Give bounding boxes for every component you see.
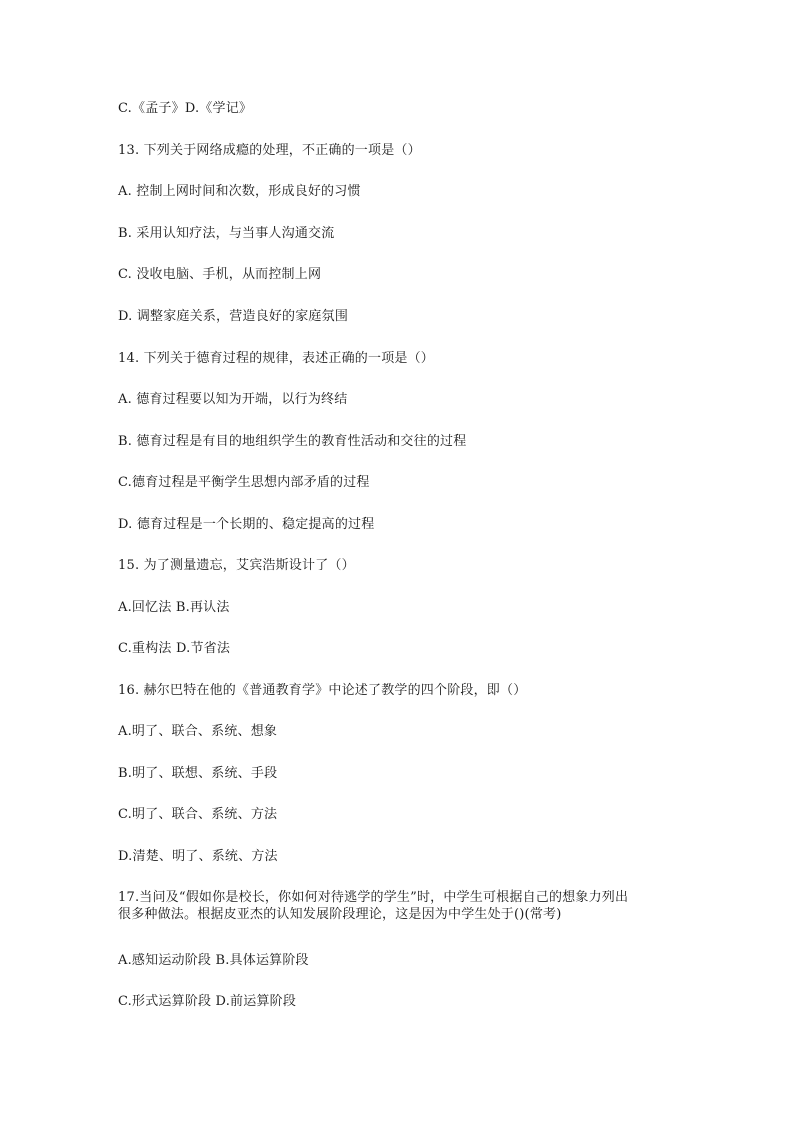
- option-16-d: D.清楚、明了、系统、方法: [118, 849, 278, 864]
- option-13-a: A. 控制上网时间和次数，形成良好的习惯: [118, 184, 361, 199]
- option-13-c: C. 没收电脑、手机，从而控制上网: [118, 267, 322, 282]
- option-14-d: D. 德育过程是一个长期的、稳定提高的过程: [118, 517, 375, 532]
- option-16-b: B.明了、联想、系统、手段: [118, 766, 278, 781]
- question-15: 15. 为了测量遗忘，艾宾浩斯设计了（）: [118, 558, 355, 573]
- option-16-c: C.明了、联合、系统、方法: [118, 807, 278, 822]
- option-16-a: A.明了、联合、系统、想象: [118, 724, 278, 739]
- question-14: 14. 下列关于德育过程的规律，表述正确的一项是（）: [118, 351, 435, 366]
- option-15-ab: A.回忆法 B.再认法: [118, 600, 230, 615]
- option-line-12-cd: C.《孟子》D.《学记》: [118, 101, 253, 116]
- option-17-ab: A.感知运动阶段 B.具体运算阶段: [118, 953, 309, 968]
- question-13: 13. 下列关于网络成瘾的处理，不正确的一项是（）: [118, 143, 421, 158]
- option-14-c: C.德育过程是平衡学生思想内部矛盾的过程: [118, 475, 370, 490]
- option-13-b: B. 采用认知疗法，与当事人沟通交流: [118, 226, 335, 241]
- option-13-d: D. 调整家庭关系，营造良好的家庭氛围: [118, 309, 349, 324]
- question-16: 16. 赫尔巴特在他的《普通教育学》中论述了教学的四个阶段，即（）: [118, 683, 527, 698]
- option-15-cd: C.重构法 D.节省法: [118, 641, 231, 656]
- option-17-cd: C.形式运算阶段 D.前运算阶段: [118, 994, 297, 1009]
- question-17: 17.当问及“假如你是校长，你如何对待逃学的学生”时，中学生可根据自己的想象力列出很多种做法。根据皮亚杰的认知发展阶段理论，这是因为中学生处于()(常考): [118, 890, 629, 922]
- option-14-b: B. 德育过程是有目的地组织学生的教育性活动和交往的过程: [118, 434, 467, 449]
- option-14-a: A. 德育过程要以知为开端，以行为终结: [118, 392, 348, 407]
